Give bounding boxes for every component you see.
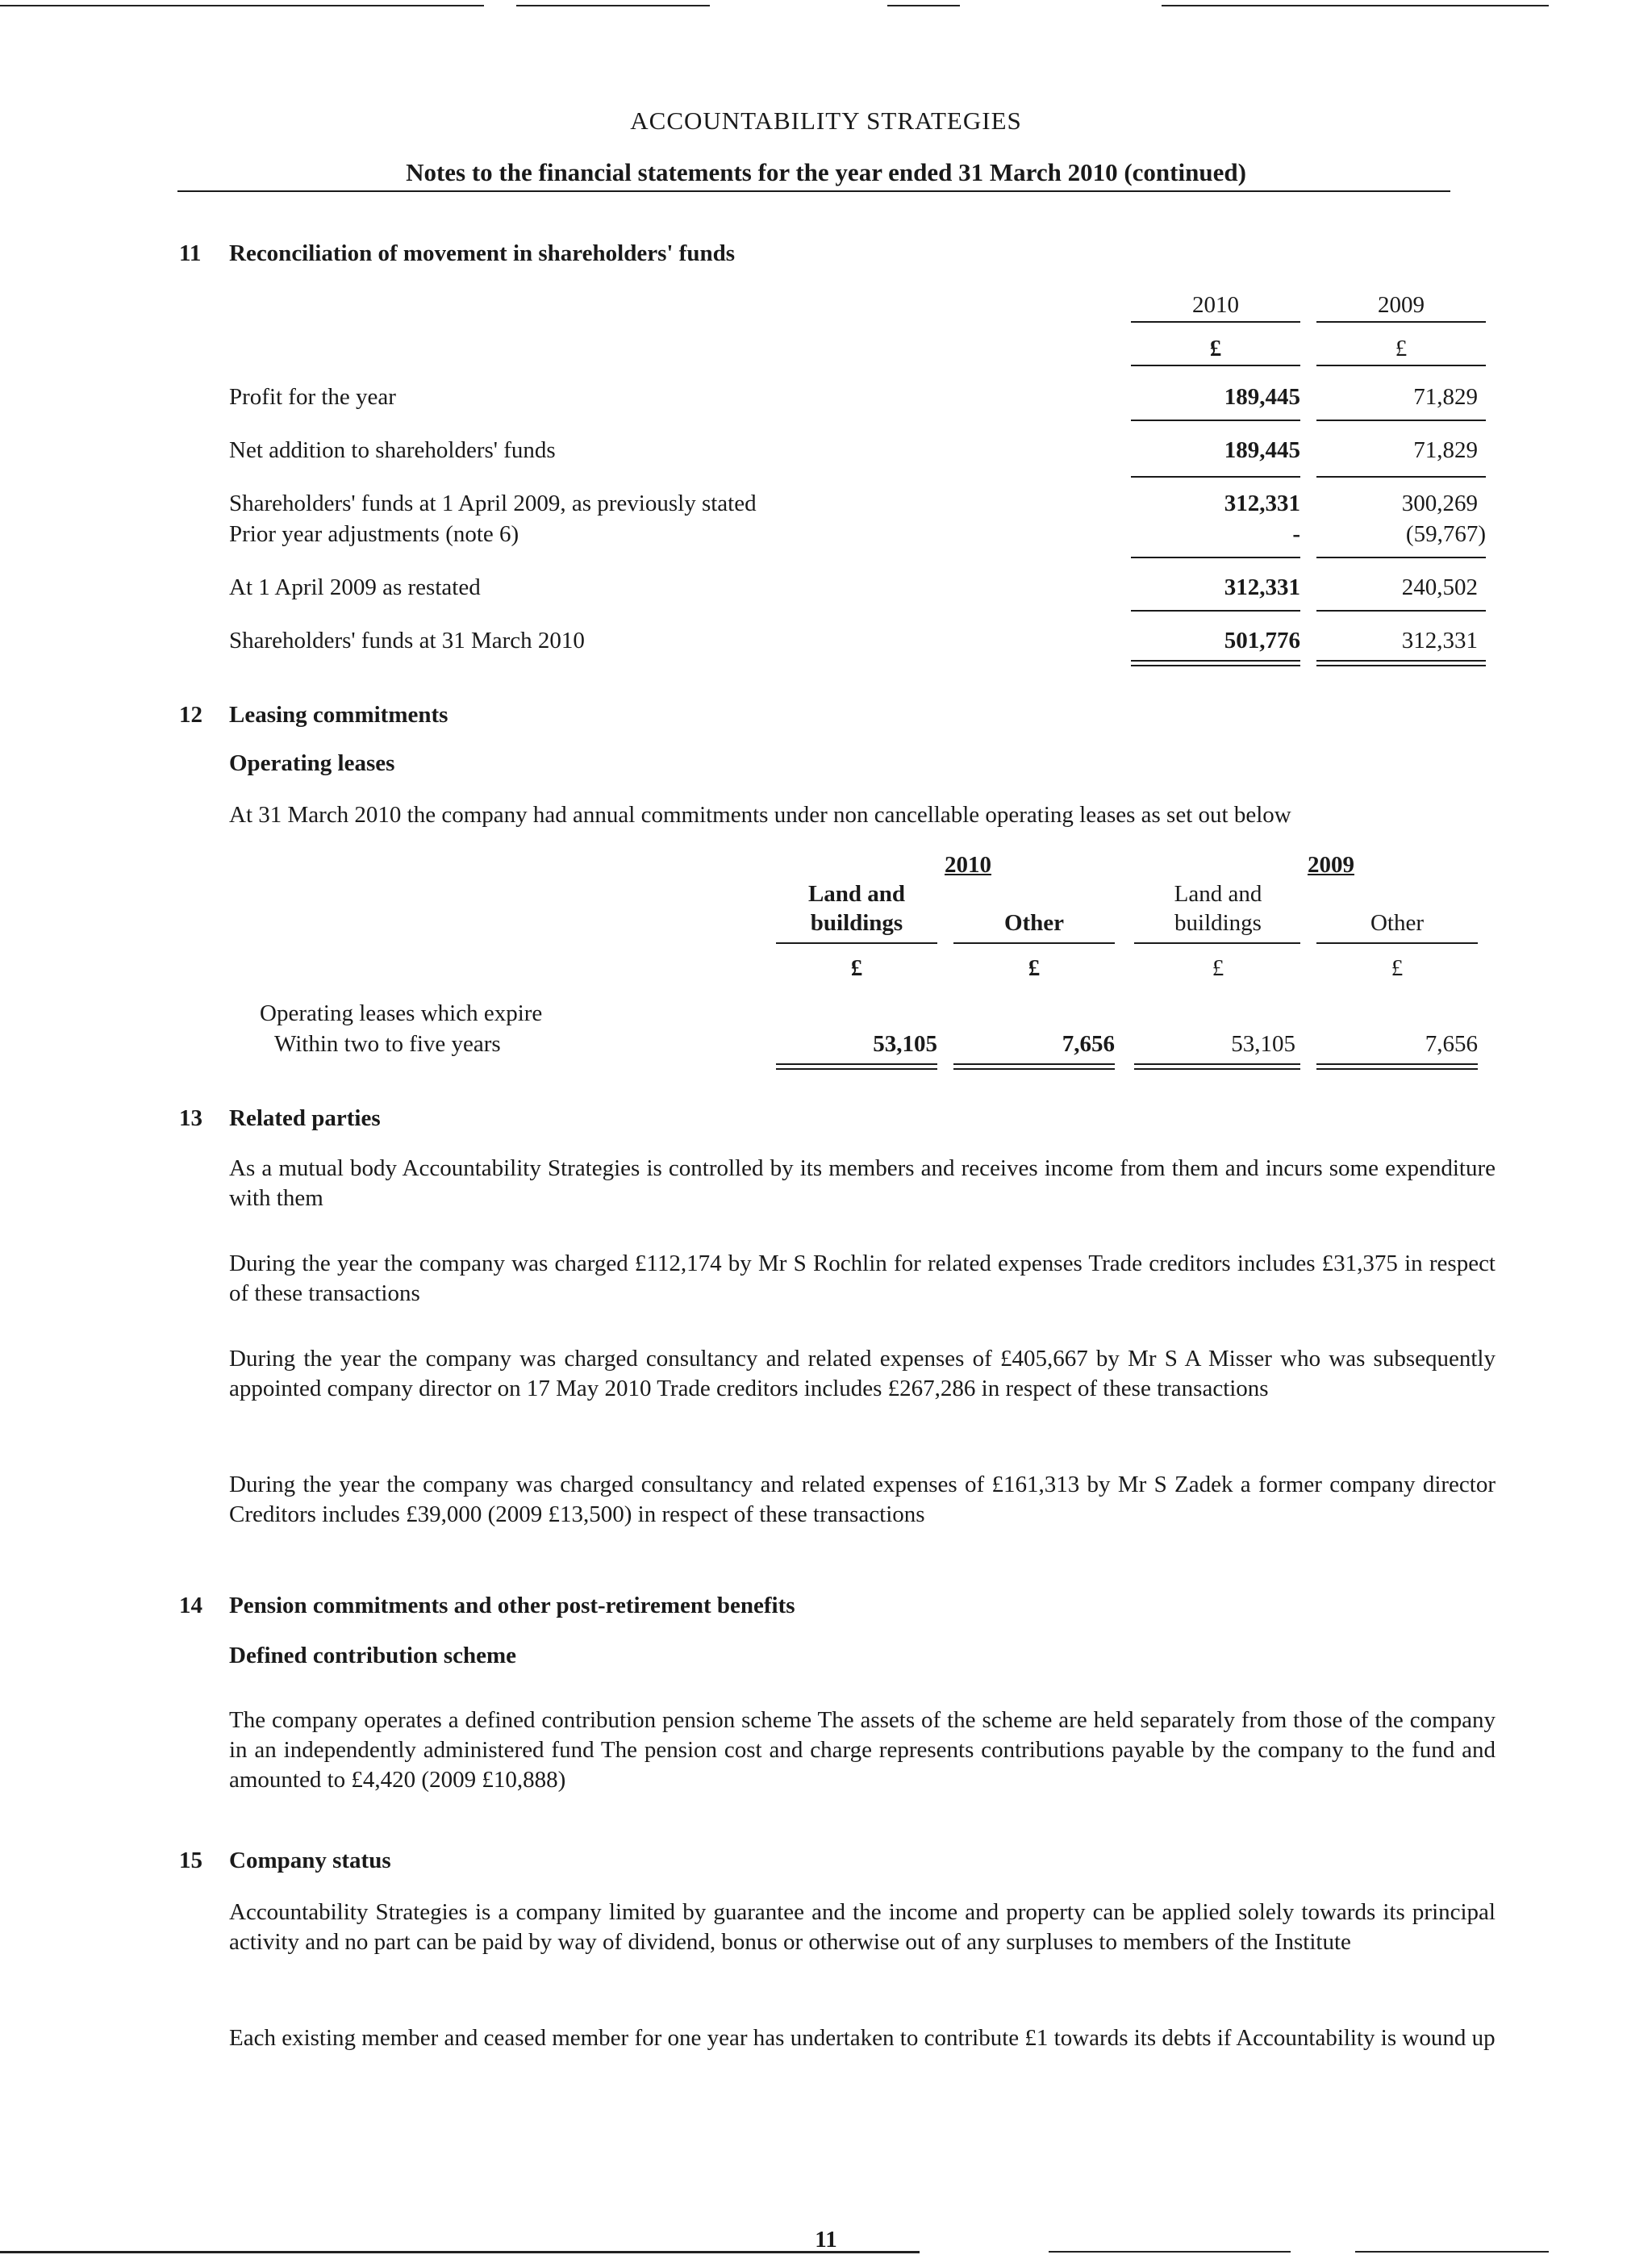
- note-14-number: 14: [179, 1593, 202, 1618]
- note-12-title: Leasing commitments: [229, 702, 448, 728]
- subtotal-rule: [1316, 420, 1486, 421]
- subtotal-rule: [1316, 476, 1486, 478]
- lease-total-double-rule: [1316, 1063, 1478, 1065]
- lease-row-label: Within two to five years: [274, 1031, 501, 1057]
- lease-total-double-rule: [953, 1063, 1115, 1065]
- note-13-paragraph: During the year the company was charged £112,174 by Mr S Rochlin for related expenses Trade creditors includes £31,375 in respect of these transactions: [229, 1251, 1496, 1306]
- subtotal-rule: [1316, 610, 1486, 612]
- note-13-number: 13: [179, 1105, 202, 1131]
- currency-2010: £: [1209, 336, 1222, 361]
- lease-total-double-rule: [953, 1068, 1115, 1070]
- note-13-paragraph: During the year the company was charged consultancy and related expenses of £161,313 by Mr S Zadek a former company director Creditors includes £39,000 (2009 £13,500) in respect of these transactions: [229, 1472, 1496, 1527]
- subtotal-rule: [1316, 557, 1486, 558]
- lease-year-2009: 2009: [1308, 852, 1354, 878]
- row-value-2009: 312,331: [1401, 628, 1478, 653]
- subtotal-rule: [1131, 420, 1300, 421]
- currency-2009: £: [1395, 336, 1408, 361]
- total-double-rule: [1316, 660, 1486, 662]
- currency-rule: [1131, 365, 1300, 366]
- column-header-2010: 2010: [1192, 292, 1239, 318]
- row-value-2010: 312,331: [1224, 574, 1300, 600]
- lease-currency: £: [1028, 955, 1041, 981]
- scan-edge-top: [887, 5, 960, 6]
- note-15-title: Company status: [229, 1848, 391, 1873]
- note-15-paragraph: Each existing member and ceased member for one year has undertaken to contribute £1 towards its debts if Accountability is wound up: [229, 2025, 1496, 2051]
- row-value-2010: 501,776: [1224, 628, 1300, 653]
- note-14-subtitle: Defined contribution scheme: [229, 1643, 517, 1668]
- lease-total-double-rule: [776, 1063, 937, 1065]
- scan-edge-top: [0, 5, 484, 6]
- note-11-number: 11: [179, 240, 202, 266]
- row-value-2009: 71,829: [1413, 384, 1478, 410]
- subtotal-rule: [1131, 610, 1300, 612]
- note-14-paragraph: The company operates a defined contribution pension scheme The assets of the scheme are held separately from those of the company in an independently administered fund The pension cost and charge represents contributions payable by the company to the fund and amounted to £4,420 (2009 £10,888): [229, 1707, 1496, 1793]
- row-value-2009: 300,269: [1401, 491, 1478, 516]
- lease-header-rule: [1134, 942, 1300, 944]
- scan-edge-top: [516, 5, 710, 6]
- note-13-title: Related parties: [229, 1105, 381, 1131]
- lease-col-other-2010: Other: [1003, 910, 1065, 936]
- row-label: At 1 April 2009 as restated: [229, 574, 481, 600]
- currency-rule: [1316, 365, 1486, 366]
- subtotal-rule: [1131, 476, 1300, 478]
- lease-col-other-2009: Other: [1370, 910, 1425, 936]
- note-12-number: 12: [179, 702, 202, 728]
- note-15-paragraph: Accountability Strategies is a company limited by guarantee and the income and property can be applied solely towards its principal activity and no part can be paid by way of dividend, bonus or otherwise out of any surpluses to members of the Institute: [229, 1899, 1496, 1955]
- lease-col-land-2009: buildings: [1174, 910, 1262, 936]
- row-value-2010: 189,445: [1224, 437, 1300, 463]
- lease-value-land-2010: 53,105: [873, 1031, 937, 1057]
- lease-year-2010: 2010: [945, 852, 991, 878]
- row-value-2009: (59,767): [1405, 521, 1486, 547]
- column-header-rule: [1131, 321, 1300, 323]
- lease-currency: £: [850, 955, 863, 981]
- lease-col-land-2010: buildings: [810, 910, 903, 936]
- lease-currency: £: [1391, 955, 1404, 981]
- scan-edge-top: [1162, 5, 1549, 6]
- row-value-2010: 312,331: [1224, 491, 1300, 516]
- lease-total-double-rule: [776, 1068, 937, 1070]
- row-value-2009: 71,829: [1413, 437, 1478, 463]
- row-label: Prior year adjustments (note 6): [229, 521, 519, 547]
- note-12-intro: At 31 March 2010 the company had annual commitments under non cancellable operating leases as set out below: [229, 802, 1291, 828]
- note-13-paragraph: During the year the company was charged consultancy and related expenses of £405,667 by Mr S A Misser who was subsequently appointed company director on 17 May 2010 Trade creditors includes £267,286 in respect of these transactions: [229, 1346, 1496, 1401]
- column-header-2009: 2009: [1378, 292, 1425, 318]
- lease-value-land-2009: 53,105: [1231, 1031, 1295, 1057]
- total-double-rule: [1131, 660, 1300, 662]
- row-value-2009: 240,502: [1401, 574, 1478, 600]
- subtotal-rule: [1131, 557, 1300, 558]
- header-rule: [177, 190, 1450, 192]
- row-label: Net addition to shareholders' funds: [229, 437, 556, 463]
- page-subtitle: Notes to the financial statements for the year ended 31 March 2010 (continued): [406, 158, 1246, 186]
- lease-total-double-rule: [1134, 1068, 1300, 1070]
- lease-col-land-2009: Land and: [1174, 881, 1262, 907]
- lease-total-double-rule: [1316, 1068, 1478, 1070]
- lease-header-rule: [776, 942, 937, 944]
- row-value-2010: 189,445: [1224, 384, 1300, 410]
- note-12-subtitle: Operating leases: [229, 750, 395, 776]
- lease-currency: £: [1212, 955, 1224, 981]
- note-15-number: 15: [179, 1848, 202, 1873]
- note-13-paragraph: As a mutual body Accountability Strategies is controlled by its members and receives income from them and incurs some expenditure with them: [229, 1155, 1496, 1211]
- lease-row-label: Operating leases which expire: [260, 1000, 543, 1026]
- lease-header-rule: [953, 942, 1115, 944]
- note-14-title: Pension commitments and other post-retirement benefits: [229, 1593, 795, 1618]
- lease-header-rule: [1316, 942, 1478, 944]
- lease-total-double-rule: [1134, 1063, 1300, 1065]
- total-double-rule: [1316, 665, 1486, 666]
- row-label: Profit for the year: [229, 384, 396, 410]
- lease-col-land-2010: Land and: [807, 881, 906, 907]
- lease-value-other-2009: 7,656: [1425, 1031, 1478, 1057]
- column-header-rule: [1316, 321, 1486, 323]
- total-double-rule: [1131, 665, 1300, 666]
- company-name: ACCOUNTABILITY STRATEGIES: [630, 106, 1022, 135]
- row-value-2010: -: [1292, 521, 1300, 547]
- lease-value-other-2010: 7,656: [1062, 1031, 1115, 1057]
- row-label: Shareholders' funds at 1 April 2009, as previously stated: [229, 491, 757, 516]
- row-label: Shareholders' funds at 31 March 2010: [229, 628, 585, 653]
- page-number: 11: [815, 2227, 837, 2253]
- note-11-title: Reconciliation of movement in shareholders' funds: [229, 240, 735, 266]
